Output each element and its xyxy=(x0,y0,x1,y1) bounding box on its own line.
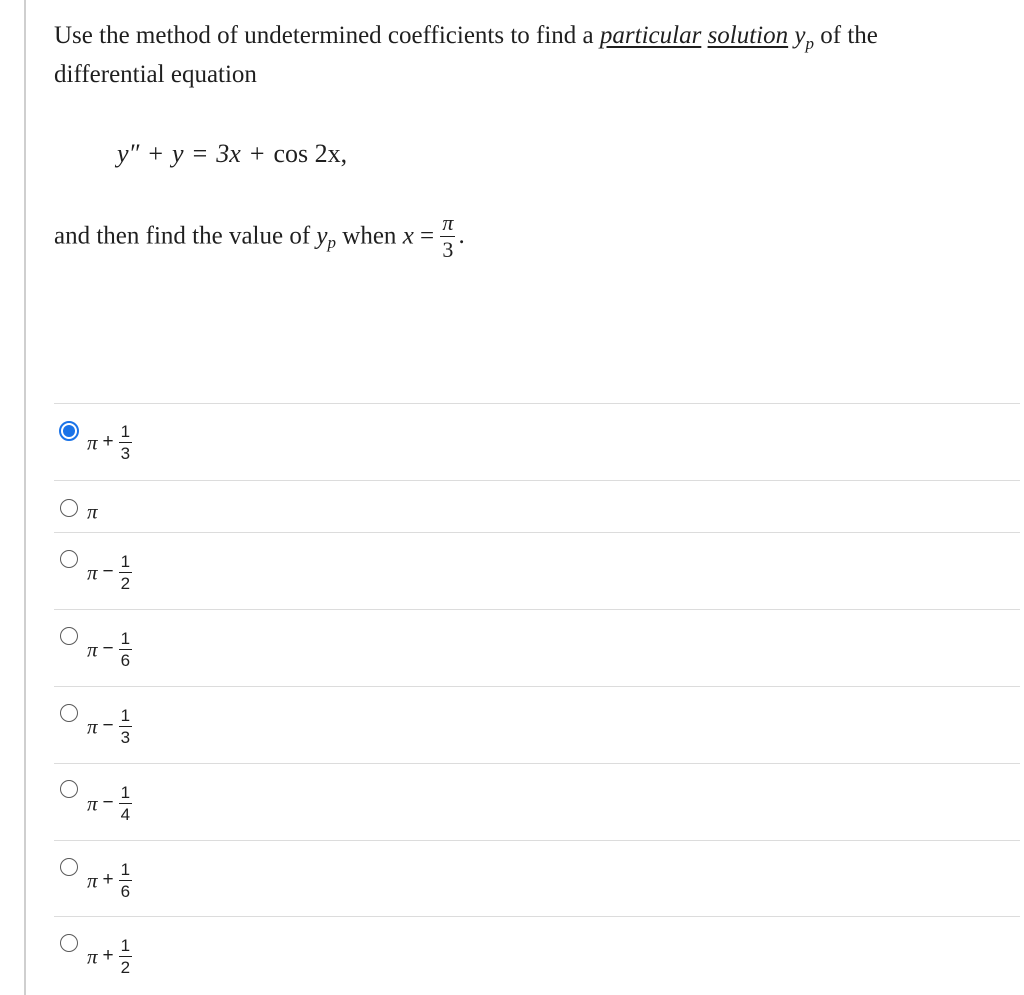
radio-button[interactable] xyxy=(60,780,78,798)
plus-operator: + xyxy=(148,139,164,168)
plus-operator-2: + xyxy=(249,139,265,168)
fraction-denominator: 2 xyxy=(120,958,131,978)
answer-option-4[interactable] xyxy=(54,609,1020,685)
answer-expression xyxy=(87,703,132,748)
fraction-bar xyxy=(119,880,132,882)
fraction-denominator: 6 xyxy=(120,882,131,902)
answer-option-1[interactable] xyxy=(54,403,1020,479)
sign-operator: + xyxy=(102,945,114,967)
option-fraction xyxy=(119,552,132,594)
radio-button[interactable] xyxy=(60,550,78,568)
answer-expression xyxy=(87,933,132,978)
radio-button[interactable] xyxy=(60,934,78,952)
yp-subscript: p xyxy=(805,34,814,53)
rhs-term-3x: 3x xyxy=(216,139,241,168)
fraction-denominator: 3 xyxy=(120,728,131,748)
pi-symbol: π xyxy=(87,791,98,816)
radio-button[interactable] xyxy=(60,627,78,645)
option-fraction xyxy=(119,860,132,902)
answer-option-3[interactable] xyxy=(54,532,1020,608)
fraction-bar xyxy=(119,726,132,728)
x-value-fraction xyxy=(440,211,455,263)
fraction-denominator: 3 xyxy=(120,444,131,464)
pi-symbol: π xyxy=(87,714,98,739)
yp-subscript-2: p xyxy=(327,233,337,252)
option-fraction xyxy=(119,422,132,464)
radio-button-selected[interactable] xyxy=(59,421,79,441)
equals-text: = xyxy=(413,222,441,250)
pi-symbol: π xyxy=(87,637,98,662)
left-border-rule xyxy=(24,0,26,995)
pi-symbol: π xyxy=(87,430,98,455)
sign-operator: − xyxy=(102,715,114,737)
solution-link[interactable]: solution xyxy=(707,22,789,49)
answer-expression xyxy=(87,549,132,594)
differential-equation xyxy=(117,137,347,171)
line3-text: and then find the value of xyxy=(54,222,317,250)
answer-expression xyxy=(87,488,98,533)
rhs-term-cos2x: cos 2x, xyxy=(273,139,348,168)
sign-operator: − xyxy=(102,792,114,814)
pi-symbol: π xyxy=(87,944,98,969)
fraction-numerator: 1 xyxy=(120,782,131,802)
answer-expression xyxy=(87,626,132,671)
answer-expression xyxy=(87,857,132,902)
fraction-denominator: 6 xyxy=(120,651,131,671)
fraction-numerator: 1 xyxy=(120,421,131,441)
fraction-bar xyxy=(119,649,132,651)
fraction-denominator: 4 xyxy=(120,805,131,825)
answer-option-6[interactable] xyxy=(54,763,1020,839)
radio-button[interactable] xyxy=(60,499,78,517)
fraction-numerator: 1 xyxy=(120,628,131,648)
fraction-bar xyxy=(119,572,132,574)
fraction-denominator: 2 xyxy=(120,574,131,594)
equals-operator: = xyxy=(192,139,208,168)
radio-button[interactable] xyxy=(60,858,78,876)
option-fraction xyxy=(119,706,132,748)
pi-symbol: π xyxy=(87,868,98,893)
answer-option-7[interactable] xyxy=(54,840,1020,916)
when-text: when xyxy=(336,222,403,250)
option-fraction xyxy=(119,936,132,978)
question-line-2: differential equation xyxy=(54,61,257,88)
fraction-numerator: 1 xyxy=(120,705,131,725)
answer-option-5[interactable] xyxy=(54,686,1020,762)
option-fraction xyxy=(119,629,132,671)
question-text-end: of the xyxy=(814,22,878,49)
answer-option-8[interactable] xyxy=(54,916,1020,992)
fraction-numerator: 1 xyxy=(120,935,131,955)
line3-period: . xyxy=(458,222,465,250)
fraction-numerator: 1 xyxy=(120,859,131,879)
x-fraction-numerator: π xyxy=(442,209,454,235)
y-variable: y xyxy=(172,139,184,168)
fraction-numerator: 1 xyxy=(120,551,131,571)
question-line-1 xyxy=(54,20,878,54)
fraction-bar xyxy=(119,956,132,958)
yp-variable: y xyxy=(794,22,806,49)
sign-operator: + xyxy=(102,431,114,453)
fraction-bar xyxy=(119,803,132,805)
sign-operator: + xyxy=(102,869,114,891)
pi-symbol: π xyxy=(87,560,98,585)
answer-expression xyxy=(87,780,132,825)
question-line-3 xyxy=(54,210,465,262)
particular-link[interactable]: particular xyxy=(599,22,702,49)
option-fraction xyxy=(119,783,132,825)
y-double-prime: y″ xyxy=(117,139,140,168)
sign-operator: − xyxy=(102,561,114,583)
radio-button[interactable] xyxy=(60,704,78,722)
x-fraction-denominator: 3 xyxy=(442,237,454,263)
answer-expression xyxy=(87,419,132,464)
question-text-start: Use the method of undetermined coefficients to find a xyxy=(54,22,600,49)
pi-symbol: π xyxy=(87,499,98,524)
yp-variable-2: y xyxy=(316,222,328,250)
x-variable: x xyxy=(402,222,414,250)
sign-operator: − xyxy=(102,638,114,660)
fraction-bar xyxy=(119,442,132,444)
